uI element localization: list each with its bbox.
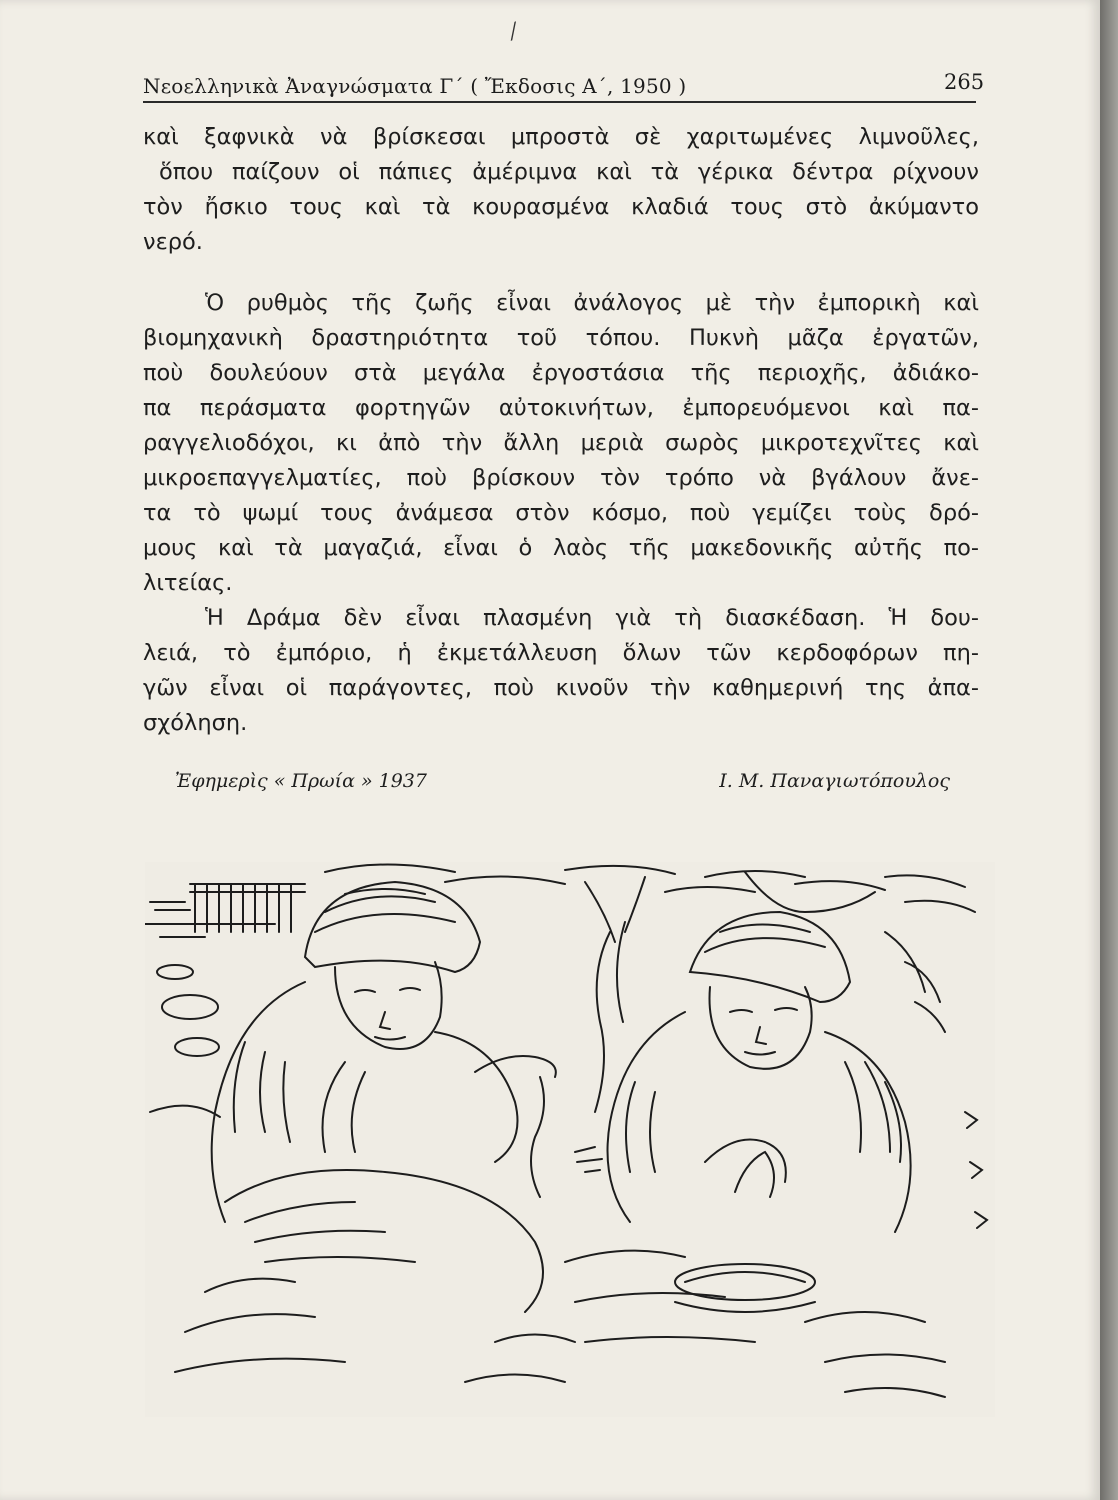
body-text [143,120,979,741]
text-line: λειά, τὸ ἐμπόριο, ἡ ἐκμετάλλευση ὅλων τῶν κερδοφόρων πη- [143,640,979,666]
woodcut-illustration [145,862,995,1417]
text-line: Ἡ Δράμα δὲν εἶναι πλασμένη γιὰ τὴ διασκέδαση. Ἡ δου- [205,605,979,631]
text-line: νερό. [143,229,203,255]
text-line: πα περάσματα φορτηγῶν αὐτοκινήτων, ἐμπορευόμενοι καὶ πα- [143,395,979,421]
paragraph-gap [143,260,979,286]
text-line: Ὁ ρυθμὸς τῆς ζωῆς εἶναι ἀνάλογος μὲ τὴν ἐμπορικὴ καὶ [205,290,979,316]
source-citation: Ἐφημερὶς « Πρωία » 1937 [175,770,427,792]
page-number: 265 [944,70,985,94]
text-line: ραγγελιοδόχοι, κι ἀπὸ τὴν ἄλλη μεριὰ σωρὸς μικροτεχνῖτες καὶ [143,430,979,456]
text-line: μους καὶ τὰ μαγαζιά, εἶναι ὁ λαὸς τῆς μακεδονικῆς αὐτῆς πο- [143,535,979,561]
text-line: λιτείας. [143,570,233,596]
text-line: καὶ ξαφνικὰ νὰ βρίσκεσαι μπροστὰ σὲ χαριτωμένες λιμνοῦλες, [143,124,979,150]
text-line: μικροεπαγγελματίες, ποὺ βρίσκουν τὸν τρόπο νὰ βγάλουν ἄνε- [143,465,979,491]
text-line: τα τὸ ψωμί τους ἀνάμεσα στὸν κόσμο, ποὺ γεμίζει τοὺς δρό- [143,500,979,526]
text-line: βιομηχανικὴ δραστηριότητα τοῦ τόπου. Πυκνὴ μᾶζα ἐργατῶν, [143,325,979,351]
author-name: Ι. Μ. Παναγιωτόπουλος [719,770,950,792]
text-line: σχόληση. [143,710,248,736]
header-rule [143,101,976,103]
text-line: ὅπου παίζουν οἱ πάπιες ἀμέριμνα καὶ τὰ γέρικα δέντρα ρίχνουν [159,159,979,185]
text-line: τὸν ἤσκιο τους καὶ τὰ κουρασμένα κλαδιά τους στὸ ἀκύμαντο [143,194,979,220]
pencil-mark: ⁄ [507,20,520,45]
page-edge [1100,0,1118,1500]
text-line: γῶν εἶναι οἱ παράγοντες, ποὺ κινοῦν τὴν καθημερινή της ἀπα- [143,675,979,701]
running-head: Νεοελληνικὰ Ἀναγνώσματα Γ΄ ( Ἔκδοσις Α΄, 1950 ) [143,74,687,98]
text-line: ποὺ δουλεύουν στὰ μεγάλα ἐργοστάσια τῆς περιοχῆς, ἀδιάκο- [143,360,979,386]
